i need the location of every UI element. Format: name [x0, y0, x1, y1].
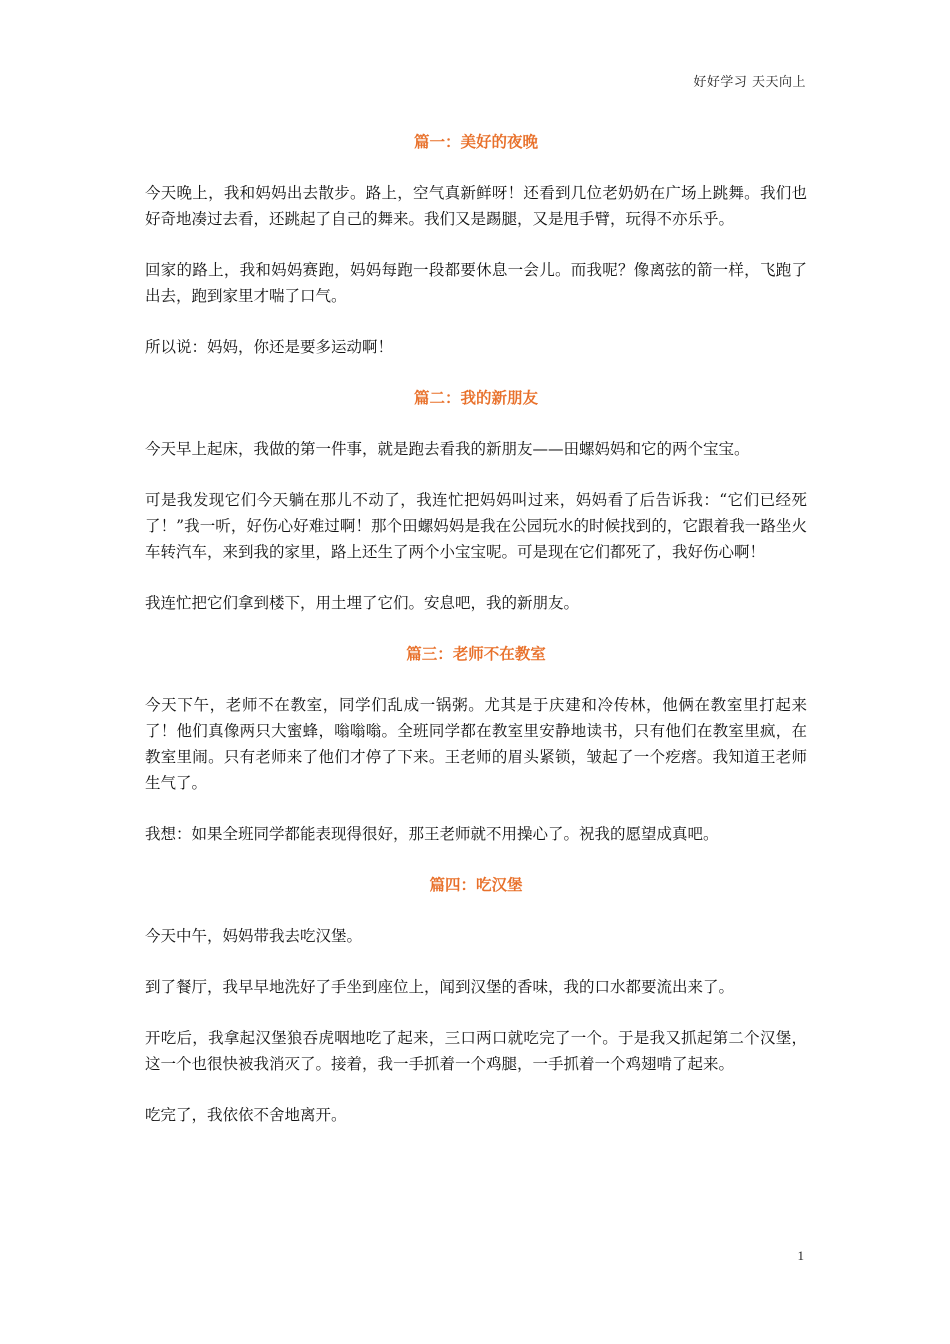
paragraph: 我想：如果全班同学都能表现得很好，那王老师就不用操心了。祝我的愿望成真吧。 [145, 825, 719, 843]
paragraph: 今天晚上，我和妈妈出去散步。路上，空气真新鲜呀！还看到几位老奶奶在广场上跳舞。我们也好奇地凑过去看，还跳起了自己的舞来。我们又是踢腿，又是甩手臂，玩得不亦乐乎。 [145, 184, 807, 228]
page-header: 好好学习 天天向上 [693, 75, 806, 90]
section-title-1: 篇一：美好的夜晚 [413, 133, 538, 151]
paragraph: 回家的路上，我和妈妈赛跑，妈妈每跑一段都要休息一会儿。而我呢？像离弦的箭一样，飞跑了出去，跑到家里才喘了口气。 [145, 261, 807, 305]
paragraph: 今天下午，老师不在教室，同学们乱成一锅粥。尤其是于庆建和冷传林，他俩在教室里打起来了！他们真像两只大蜜蜂，嗡嗡嗡。全班同学都在教室里安静地读书，只有他们在教室里疯，在教室里闹。只有老师来了他们才停了下来。王老师的眉头紧锁，皱起了一个疙瘩。我知道王老师生气了。 [145, 696, 807, 792]
section-title-2: 篇二：我的新朋友 [413, 389, 538, 407]
paragraph: 我连忙把它们拿到楼下，用土埋了它们。安息吧，我的新朋友。 [145, 594, 580, 612]
paragraph: 所以说：妈妈，你还是要多运动啊！ [145, 338, 394, 356]
document-body [145, 129, 807, 1128]
paragraph: 可是我发现它们今天躺在那儿不动了，我连忙把妈妈叫过来，妈妈看了后告诉我：“它们已经死了！”我一听，好伤心好难过啊！那个田螺妈妈是我在公园玩水的时候找到的，它跟着我一路坐火车转汽车，来到我的家里，路上还生了两个小宝宝呢。可是现在它们都死了，我好伤心啊！ [145, 491, 807, 561]
page-number: 1 [797, 1248, 804, 1263]
paragraph: 吃完了，我依依不舍地离开。 [145, 1106, 347, 1124]
paragraph: 今天早上起床，我做的第一件事，就是跑去看我的新朋友——田螺妈妈和它的两个宝宝。 [145, 440, 750, 458]
paragraph: 今天中午，妈妈带我去吃汉堡。 [145, 927, 363, 945]
section-title-4: 篇四：吃汉堡 [429, 876, 523, 894]
paragraph: 到了餐厅，我早早地洗好了手坐到座位上，闻到汉堡的香味，我的口水都要流出来了。 [145, 978, 735, 996]
paragraph: 开吃后，我拿起汉堡狼吞虎咽地吃了起来，三口两口就吃完了一个。于是我又抓起第二个汉堡，这一个也很快被我消灭了。接着，我一手抓着一个鸡腿，一手抓着一个鸡翅啃了起来。 [145, 1029, 807, 1073]
section-title-3: 篇三：老师不在教室 [406, 645, 546, 663]
